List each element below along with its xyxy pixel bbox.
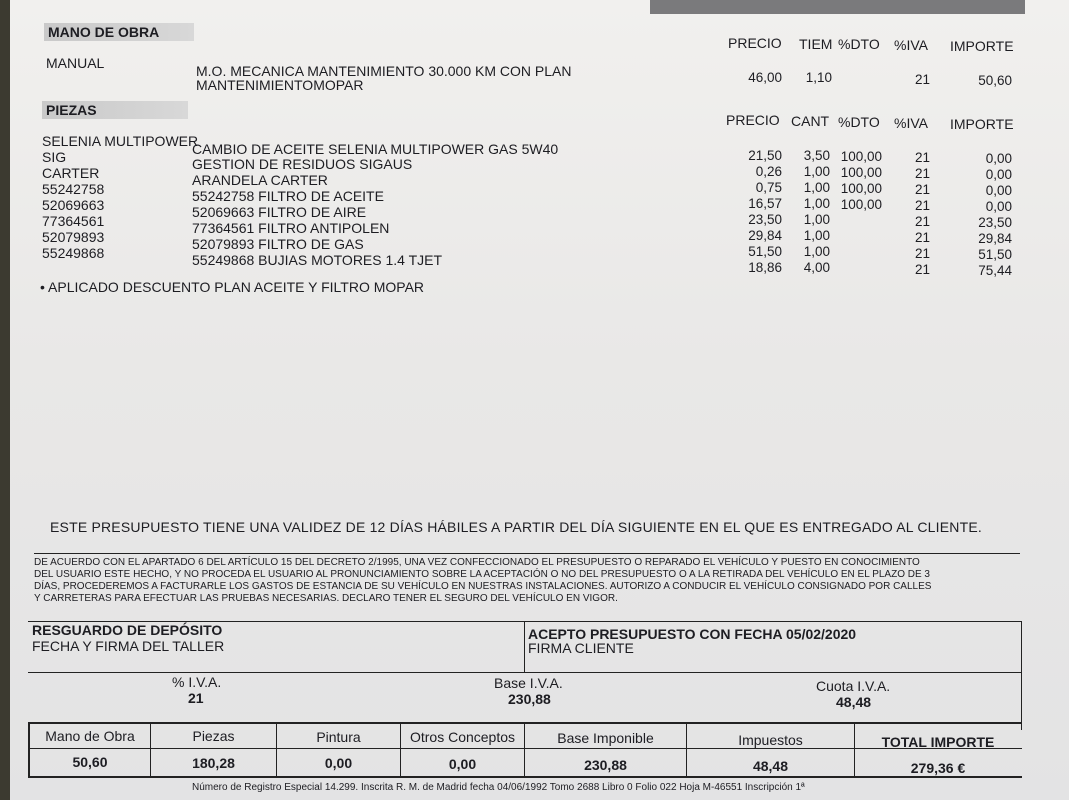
legal-line: Y CARRETERAS PARA EFECTUAR LAS PRUEBAS NECESARIAS. DECLARO TENER EL SEGURO DEL VEHÍCULO EN VIGOR. (34, 593, 618, 604)
labor-section-title: MANO DE OBRA (44, 23, 194, 41)
accept-title: ACEPTO PRESUPUESTO CON FECHA 05/02/2020 (528, 626, 857, 642)
total-value-impuestos: 48,48 (752, 758, 789, 774)
labor-header-precio: PRECIO (728, 35, 782, 51)
part-dto: 100,00 (840, 165, 882, 180)
parts-header-iva: %IVA (894, 115, 928, 131)
total-label-total: TOTAL IMPORTE (881, 734, 995, 750)
parts-header-precio: PRECIO (726, 112, 780, 128)
total-label-otros: Otros Conceptos (409, 729, 516, 745)
base-iva-value: 230,88 (508, 691, 551, 707)
part-dto: 100,00 (840, 149, 882, 164)
registry-footer: Número de Registro Especial 14.299. Inscrita R. M. de Madrid fecha 04/06/1992 Tomo 2688 Libro 0 Folio 022 Hoja M-46551 Inscripción 1ª (192, 782, 805, 793)
part-precio: 0,75 (755, 180, 782, 195)
part-iva: 21 (914, 150, 930, 165)
part-code: 77364561 (42, 213, 105, 229)
part-desc: 77364561 FILTRO ANTIPOLEN (192, 220, 390, 236)
part-iva: 21 (914, 246, 930, 261)
part-code: SIG (42, 149, 67, 165)
part-precio: 16,57 (748, 196, 782, 211)
part-precio: 51,50 (748, 244, 782, 259)
part-importe: 23,50 (978, 215, 1012, 230)
part-cant: 1,00 (803, 196, 830, 211)
labor-header-tiem: TIEM (799, 36, 833, 52)
part-importe: 75,44 (978, 263, 1012, 278)
discount-note: • APLICADO DESCUENTO PLAN ACEITE Y FILTRO MOPAR (40, 279, 425, 295)
cuota-iva-value: 48,48 (836, 694, 872, 710)
total-value-piezas: 180,28 (192, 755, 235, 771)
part-desc: 52079893 FILTRO DE GAS (192, 236, 364, 252)
part-cant: 1,00 (803, 180, 830, 195)
total-label-pintura: Pintura (316, 729, 361, 745)
part-iva: 21 (914, 198, 930, 213)
cuota-iva-label: Cuota I.V.A. (816, 678, 891, 694)
part-desc: 55242758 FILTRO DE ACEITE (192, 188, 384, 204)
divider (28, 722, 1022, 724)
accept-subtitle: FIRMA CLIENTE (528, 640, 634, 656)
divider (524, 622, 525, 672)
parts-header-cant: CANT (791, 113, 830, 129)
part-importe: 0,00 (985, 167, 1012, 182)
total-value-pintura: 0,00 (324, 755, 353, 771)
part-code: SELENIA MULTIPOWER (42, 133, 199, 149)
labor-desc-2: MANTENIMIENTOMOPAR (196, 77, 364, 93)
total-label-piezas: Piezas (192, 728, 235, 744)
part-importe: 0,00 (985, 199, 1012, 214)
total-value-base: 230,88 (584, 757, 627, 773)
document-sheet (10, 0, 1069, 800)
legal-line: DÍAS, PROCEDEREMOS A FACTURARLE LOS GASTOS DE ESTANCIA DE SU VEHÍCULO EN NUESTRAS INSTALACIONES. AUTORIZO A CONDUCIR EL VEHÍCULO CONSIGNADO POR CALLES (34, 581, 932, 592)
part-cant: 1,00 (803, 228, 830, 243)
labor-header-dto: %DTO (838, 36, 880, 52)
deposit-subtitle: FECHA Y FIRMA DEL TALLER (32, 638, 225, 654)
iva-pct-label: % I.V.A. (172, 674, 222, 690)
divider (34, 553, 1020, 554)
total-label-mano-obra: Mano de Obra (45, 728, 135, 744)
part-cant: 1,00 (803, 164, 830, 179)
part-precio: 23,50 (748, 212, 782, 227)
part-iva: 21 (914, 214, 930, 229)
deposit-title: RESGUARDO DE DEPÓSITO (32, 622, 223, 638)
labor-header-importe: IMPORTE (950, 38, 1014, 54)
labor-header-iva: %IVA (894, 37, 928, 53)
parts-header-dto: %DTO (838, 114, 880, 130)
labor-tiem: 1,10 (805, 70, 832, 85)
part-code: 55249868 (42, 245, 105, 261)
base-iva-label: Base I.V.A. (494, 675, 563, 691)
header-bar (650, 0, 1025, 14)
part-importe: 0,00 (985, 151, 1012, 166)
part-importe: 29,84 (978, 231, 1012, 246)
divider (28, 776, 1022, 778)
labor-desc: M.O. MECANICA MANTENIMIENTO 30.000 KM CON PLAN (196, 63, 572, 79)
part-precio: 21,50 (748, 148, 782, 163)
part-cant: 3,50 (803, 148, 830, 163)
parts-section-title: PIEZAS (42, 101, 188, 119)
part-iva: 21 (914, 182, 930, 197)
part-iva: 21 (914, 166, 930, 181)
part-dto: 100,00 (840, 197, 882, 212)
iva-pct-value: 21 (188, 690, 204, 706)
divider (28, 672, 1022, 673)
labor-iva: 21 (914, 72, 930, 87)
labor-importe: 50,60 (978, 73, 1012, 88)
part-cant: 4,00 (803, 260, 830, 275)
part-desc: GESTION DE RESIDUOS SIGAUS (192, 156, 413, 172)
total-value-total: 279,36 € (910, 760, 966, 776)
parts-header-importe: IMPORTE (950, 116, 1014, 132)
total-label-base: Base Imponible (557, 730, 654, 746)
part-precio: 0,26 (755, 164, 782, 179)
total-label-impuestos: Impuestos (738, 732, 803, 748)
part-cant: 1,00 (803, 212, 830, 227)
part-code: 52069663 (42, 197, 105, 213)
part-dto: 100,00 (840, 181, 882, 196)
validity-text: ESTE PRESUPUESTO TIENE UNA VALIDEZ DE 12 DÍAS HÁBILES A PARTIR DEL DÍA SIGUIENTE EN EL QUE ES ENTREGADO AL CLIENTE. (50, 519, 982, 535)
part-precio: 29,84 (748, 228, 782, 243)
part-desc: ARANDELA CARTER (192, 172, 328, 188)
part-desc: 52069663 FILTRO DE AIRE (192, 204, 367, 220)
part-precio: 18,86 (748, 260, 782, 275)
part-code: 52079893 (42, 229, 105, 245)
divider (1021, 622, 1022, 730)
labor-precio: 46,00 (748, 70, 782, 85)
part-iva: 21 (914, 230, 930, 245)
part-importe: 51,50 (978, 247, 1012, 262)
labor-code: MANUAL (46, 55, 105, 71)
part-code: 55242758 (42, 181, 105, 197)
part-cant: 1,00 (803, 244, 830, 259)
part-code: CARTER (42, 165, 100, 181)
part-iva: 21 (914, 262, 930, 277)
total-value-otros: 0,00 (448, 756, 477, 772)
part-desc: 55249868 BUJIAS MOTORES 1.4 TJET (192, 252, 443, 268)
part-desc: CAMBIO DE ACEITE SELENIA MULTIPOWER GAS 5W40 (192, 141, 559, 157)
total-value-mano-obra: 50,60 (72, 754, 108, 770)
legal-line: DEL USUARIO ESTE HECHO, Y NO PROCEDA EL USUARIO AL PRONUNCIAMIENTO SOBRE LA ACEPTACIÓN O NO DEL PRESUPUESTO O A LA RETIRADA DEL VEHÍCULO EN EL PLAZO DE 3 (34, 569, 930, 580)
part-importe: 0,00 (985, 183, 1012, 198)
legal-line: DE ACUERDO CON EL APARTADO 6 DEL ARTÍCULO 15 DEL DECRETO 2/1995, UNA VEZ CONFECCIONADO EL PRESUPUESTO O REPARADO EL VEHÍCULO Y PUESTO EN CONOCIMIENTO (34, 557, 920, 568)
